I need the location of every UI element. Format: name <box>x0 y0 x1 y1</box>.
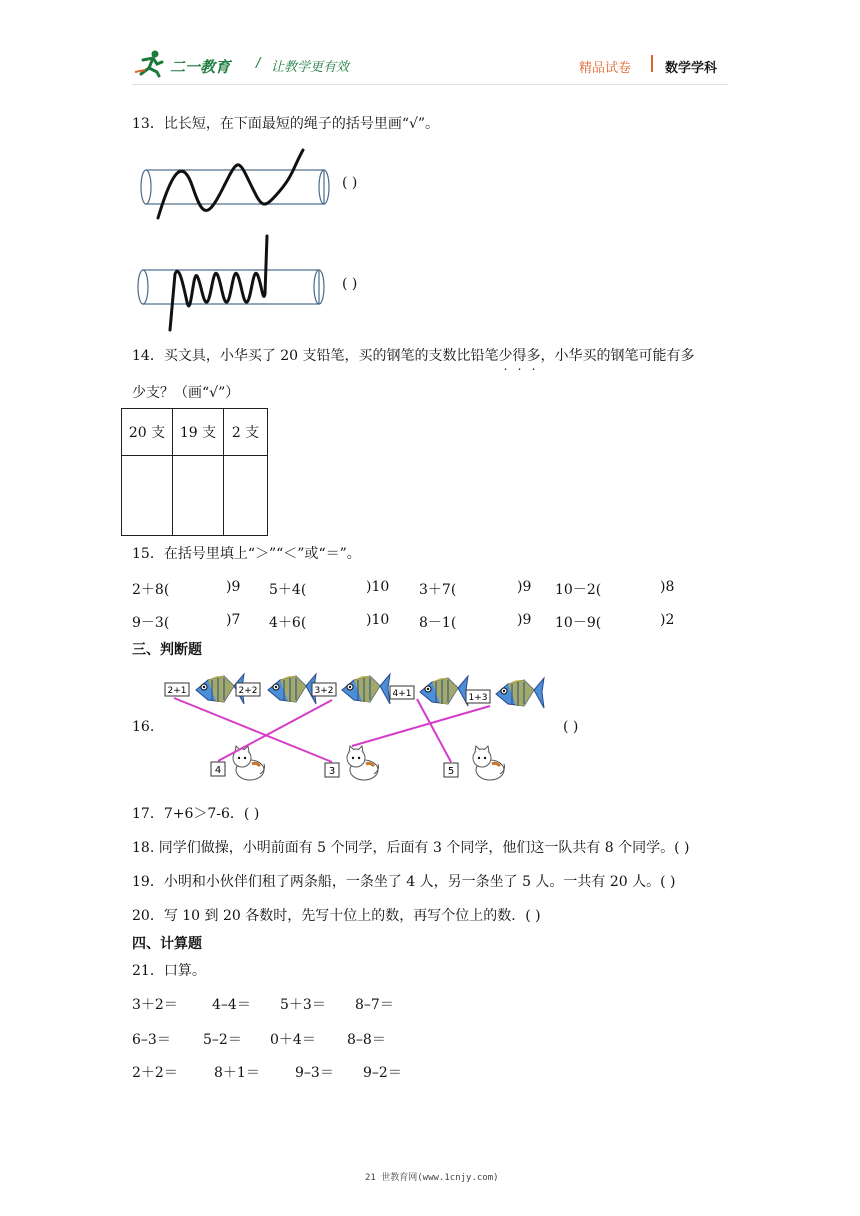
fish-icon <box>268 674 316 704</box>
compare-left: 4＋6( <box>269 615 307 631</box>
q15-text: 15．在括号里填上“＞”“＜”或“＝”。 <box>132 546 361 562</box>
q13-text: 13．比长短，在下面最短的绳子的括号里画“√”。 <box>132 116 440 132</box>
paper-type: 精品试卷 <box>579 61 632 76</box>
fish-icon <box>420 676 468 706</box>
runner-logo-icon <box>135 48 165 78</box>
section-4-heading: 四、计算题 <box>132 936 202 952</box>
calc-item: 6–3＝ <box>132 1032 171 1048</box>
q19-text: 19．小明和小伙伴们租了两条船，一条坐了 4 人，另一条坐了 5 人。一共有 20 人。( ) <box>132 874 676 890</box>
compare-left: 8－1( <box>419 615 457 631</box>
calc-item: 9–3＝ <box>295 1065 334 1081</box>
q16-blank[interactable]: ( ) <box>563 719 579 735</box>
compare-right[interactable]: )7 <box>226 612 241 628</box>
calc-item: 8–7＝ <box>355 997 394 1013</box>
q14-text-post: ，小华买的钢笔可能有多 <box>540 348 695 364</box>
calc-item: 8–8＝ <box>347 1032 386 1048</box>
calc-item: 8＋1＝ <box>214 1065 260 1081</box>
cat-icon <box>473 746 505 780</box>
calc-item: 5＋3＝ <box>280 997 326 1013</box>
calc-item: 3＋2＝ <box>132 997 178 1013</box>
compare-left: 10－2( <box>555 582 602 598</box>
q21-title: 21．口算。 <box>132 963 206 979</box>
q14-emph-2: 得 <box>512 348 527 364</box>
fish-icon <box>496 678 544 708</box>
compare-right[interactable]: )9 <box>226 579 241 595</box>
compare-right[interactable]: )8 <box>660 579 675 595</box>
calc-item: 0＋4＝ <box>270 1032 316 1048</box>
footer-source: 21 世教育网(www.1cnjy.com) <box>365 1173 499 1183</box>
q17-text: 17．7+6＞7-6．( ) <box>132 806 260 822</box>
q14-emph-3: 多 <box>526 348 541 364</box>
fish-cat-matching-image <box>160 666 550 786</box>
rope-tube-1-image <box>138 148 338 223</box>
q14-emph-1: 少 <box>498 348 513 364</box>
compare-left: 2＋8( <box>132 582 170 598</box>
fish-label-3: 3+2 <box>314 686 334 696</box>
compare-right[interactable]: )10 <box>366 579 390 595</box>
compare-right[interactable]: )10 <box>366 612 390 628</box>
cat-label-2: 3 <box>328 766 336 777</box>
fish-label-4: 4+1 <box>392 689 412 699</box>
cat-icon <box>347 746 379 780</box>
compare-left: 3＋7( <box>419 582 457 598</box>
rope-tube-2-image <box>135 234 330 334</box>
check-cell-2[interactable] <box>224 456 268 536</box>
slogan: 让教学更有效 <box>271 60 350 75</box>
q14-text-pre: 14．买文具，小华买了 20 支铅笔，买的钢笔的支数比铅笔 <box>132 348 499 364</box>
option-19: 19 支 <box>173 409 224 456</box>
calc-item: 5–2＝ <box>203 1032 242 1048</box>
q13-blank-1[interactable]: ( ) <box>342 175 358 191</box>
q20-text: 20．写 10 到 20 各数时，先写十位上的数，再写个位上的数．( ) <box>132 908 541 924</box>
q14-line-1 <box>132 345 695 365</box>
section-3-heading: 三、判断题 <box>132 642 202 658</box>
header-separator: / <box>256 56 261 71</box>
q14-options-table <box>121 408 268 536</box>
q14-line-2: 少支？（画“√”） <box>132 385 240 401</box>
calc-item: 4–4＝ <box>212 997 251 1013</box>
compare-right[interactable]: )2 <box>660 612 675 628</box>
option-2: 2 支 <box>224 409 268 456</box>
fish-label-2: 2+2 <box>238 686 258 696</box>
q16-number: 16. <box>132 719 155 735</box>
header-rule <box>132 84 728 85</box>
fish-label-5: 1+3 <box>468 693 488 703</box>
compare-left: 5＋4( <box>269 582 307 598</box>
option-20: 20 支 <box>122 409 173 456</box>
check-cell-19[interactable] <box>173 456 224 536</box>
compare-right[interactable]: )9 <box>517 612 532 628</box>
check-cell-20[interactable] <box>122 456 173 536</box>
compare-left: 10－9( <box>555 615 602 631</box>
calc-item: 2＋2＝ <box>132 1065 178 1081</box>
q13-blank-2[interactable]: ( ) <box>342 276 358 292</box>
cat-label-1: 4 <box>214 765 222 776</box>
fish-label-1: 2+1 <box>167 686 187 696</box>
subject: 数学学科 <box>665 61 718 76</box>
q18-text: 18. 同学们做操，小明前面有 5 个同学，后面有 3 个同学，他们这一队共有 8 个同学。( ) <box>132 840 690 856</box>
header-divider <box>651 55 653 72</box>
brand-name: 二一教育 <box>170 58 231 76</box>
compare-right[interactable]: )9 <box>517 579 532 595</box>
cat-label-3: 5 <box>447 766 455 777</box>
compare-left: 9－3( <box>132 615 170 631</box>
fish-icon <box>342 674 390 704</box>
calc-item: 9–2＝ <box>363 1065 402 1081</box>
